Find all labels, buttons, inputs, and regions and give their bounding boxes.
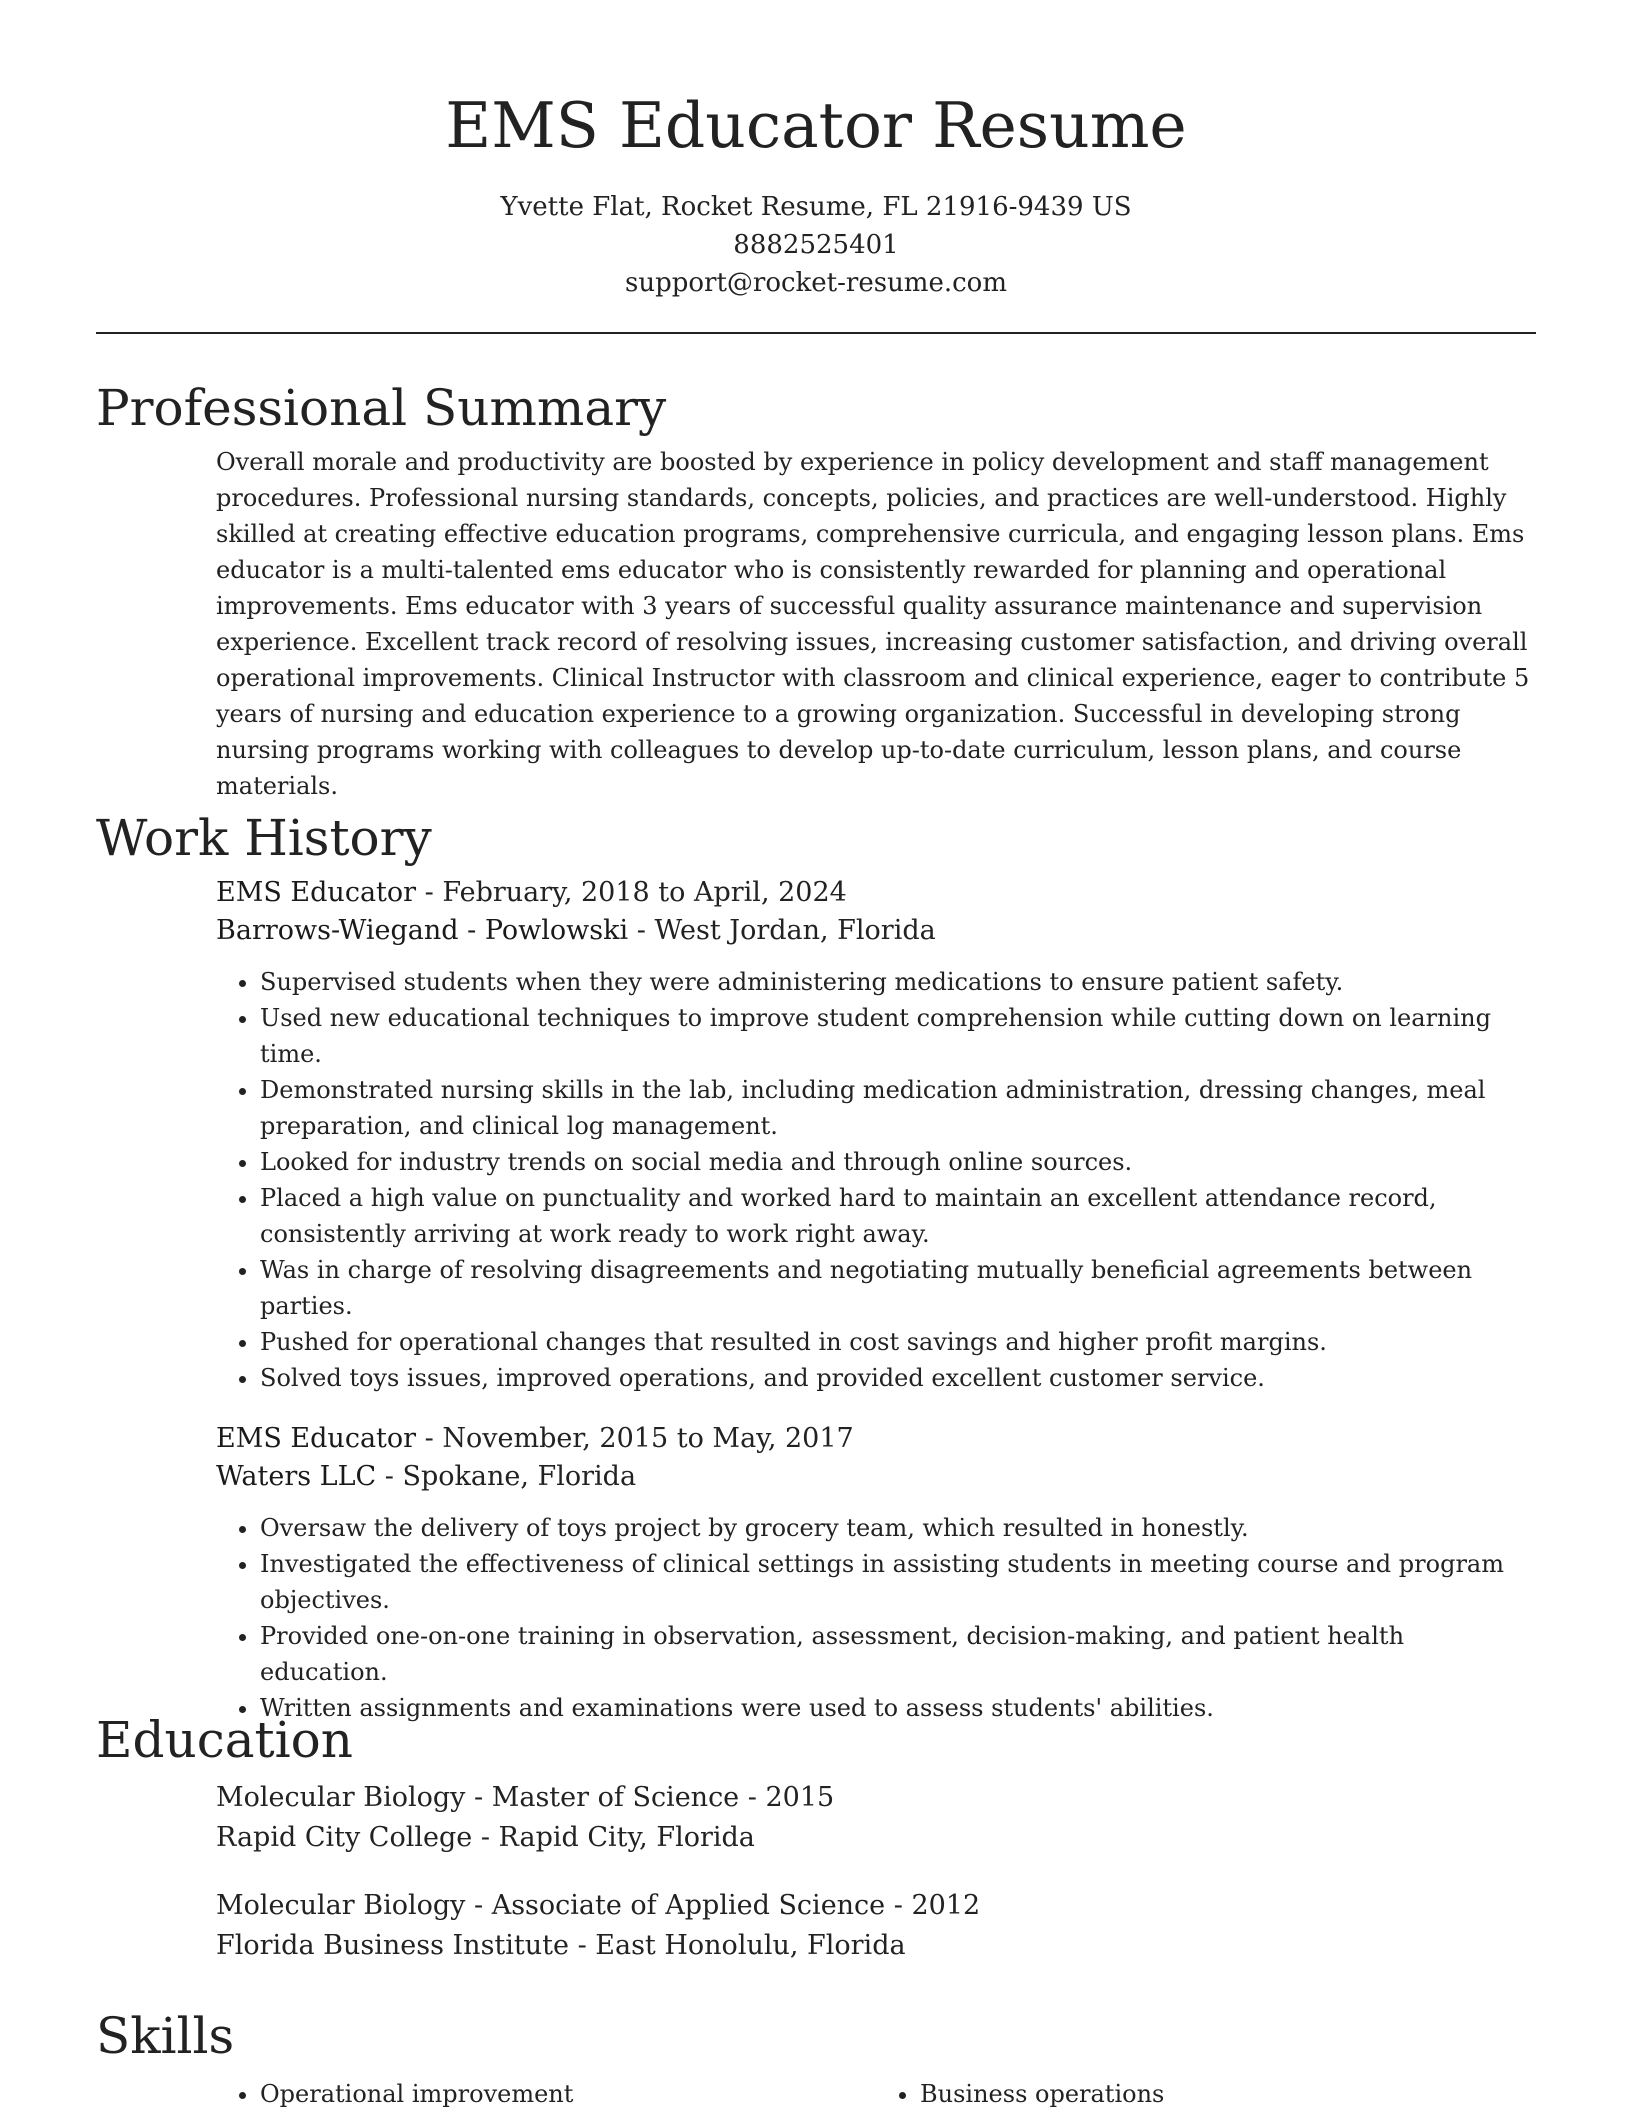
education-entry [216, 1778, 1536, 1858]
education-school: Rapid City College [216, 1822, 473, 1853]
list-item: • Provided one-on-one training in observation, assessment, decision-making, and patient health education. [260, 1618, 1536, 1690]
list-item: • Demonstrated nursing skills in the lab, including medication administration, dressing changes, meal preparation, and clinical log management. [260, 1072, 1536, 1144]
education-location: - Rapid City, Florida [472, 1822, 755, 1853]
resume-page [96, 0, 1536, 2108]
job-bullets [216, 964, 1536, 1396]
skills-heading: Skills [96, 2007, 235, 2065]
education-school: Florida Business Institute [216, 1930, 569, 1961]
list-item: • Looked for industry trends on social media and through online sources. [260, 1144, 1536, 1180]
resume-title: EMS Educator Resume [445, 89, 1187, 162]
list-item: • Operational improvement [260, 2076, 876, 2112]
skills-section [96, 2006, 1536, 2112]
summary-text: Overall morale and productivity are boosted by experience in policy development and staff management procedures. Professional nursing standards, concepts, policies, and practices are well-understood. Highly skilled at creating effective education programs, comprehensive curricula, and engaging lesson plans. Ems educator is a multi-talented ems educator who is consistently rewarded for planning and operational improvements. Ems educator with 3 years of successful quality assurance maintenance and supervision experience. Excellent track record of resolving issues, increasing customer satisfaction, and driving overall operational improvements. Clinical Instructor with classroom and clinical experience, eager to contribute 5 years of nursing and education experience to a growing organization. Successful in developing strong nursing programs working with colleagues to develop up-to-date curriculum, lesson plans, and course materials. [216, 448, 1530, 800]
skills-list-left [216, 2076, 876, 2112]
education-heading: Education [96, 1711, 353, 1769]
list-item: • Oversaw the delivery of toys project by grocery team, which resulted in honestly. [260, 1510, 1536, 1546]
list-item: • Solved toys issues, improved operations, and provided excellent customer service. [260, 1360, 1536, 1396]
list-item: • Business operations [920, 2076, 1536, 2112]
list-item: • Used new educational techniques to improve student comprehension while cutting down on learning time. [260, 1000, 1536, 1072]
education-location: - East Honolulu, Florida [568, 1930, 906, 1961]
contact-phone: 8882525401 [733, 230, 899, 260]
skills-list-right [876, 2076, 1536, 2112]
job-company: Waters LLC [216, 1461, 377, 1492]
education-degree: Molecular Biology - Associate of Applied Science [216, 1890, 886, 1921]
work-history-section [96, 808, 1536, 1726]
education-section [96, 1710, 1536, 1966]
summary-heading: Professional Summary [96, 379, 667, 437]
contact-block [96, 188, 1536, 302]
list-item: • Investigated the effectiveness of clinical settings in assisting students in meeting course and program objectives. [260, 1546, 1536, 1618]
job-company: Barrows-Wiegand - Powlowski [216, 915, 629, 946]
list-item: • Pushed for operational changes that resulted in cost savings and higher profit margins. [260, 1324, 1536, 1360]
contact-email: support@rocket-resume.com [624, 268, 1007, 298]
summary-section [96, 378, 1536, 804]
job-location: - Spokane, Florida [376, 1461, 637, 1492]
header-divider [96, 332, 1536, 334]
job-entry [216, 874, 1536, 1396]
job-company-line [216, 912, 1536, 950]
contact-address: Yvette Flat, Rocket Resume, FL 21916-9439 US [500, 192, 1132, 222]
job-title: EMS Educator [216, 877, 417, 908]
education-year: - 2015 [739, 1782, 835, 1813]
skills-columns [216, 2076, 1536, 2112]
education-degree: Molecular Biology - Master of Science [216, 1782, 740, 1813]
job-bullets [216, 1510, 1536, 1726]
list-item: • Written assignments and examinations were used to assess students' abilities. [260, 1690, 1536, 1726]
list-item: • Was in charge of resolving disagreements and negotiating mutually beneficial agreements between parties. [260, 1252, 1536, 1324]
job-title: EMS Educator [216, 1423, 417, 1454]
job-location: - West Jordan, Florida [628, 915, 936, 946]
job-title-line [216, 874, 1536, 912]
job-dates: - November, 2015 to May, 2017 [416, 1423, 854, 1454]
job-entry [216, 1420, 1536, 1726]
job-company-line [216, 1458, 1536, 1496]
job-title-line [216, 1420, 1536, 1458]
job-dates: - February, 2018 to April, 2024 [416, 877, 847, 908]
resume-header [96, 0, 1536, 334]
list-item: • Supervised students when they were administering medications to ensure patient safety. [260, 964, 1536, 1000]
list-item: • Placed a high value on punctuality and worked hard to maintain an excellent attendance record, consistently arriving at work ready to work right away. [260, 1180, 1536, 1252]
education-entry [216, 1886, 1536, 1966]
work-history-heading: Work History [96, 809, 432, 867]
education-year: - 2012 [885, 1890, 981, 1921]
